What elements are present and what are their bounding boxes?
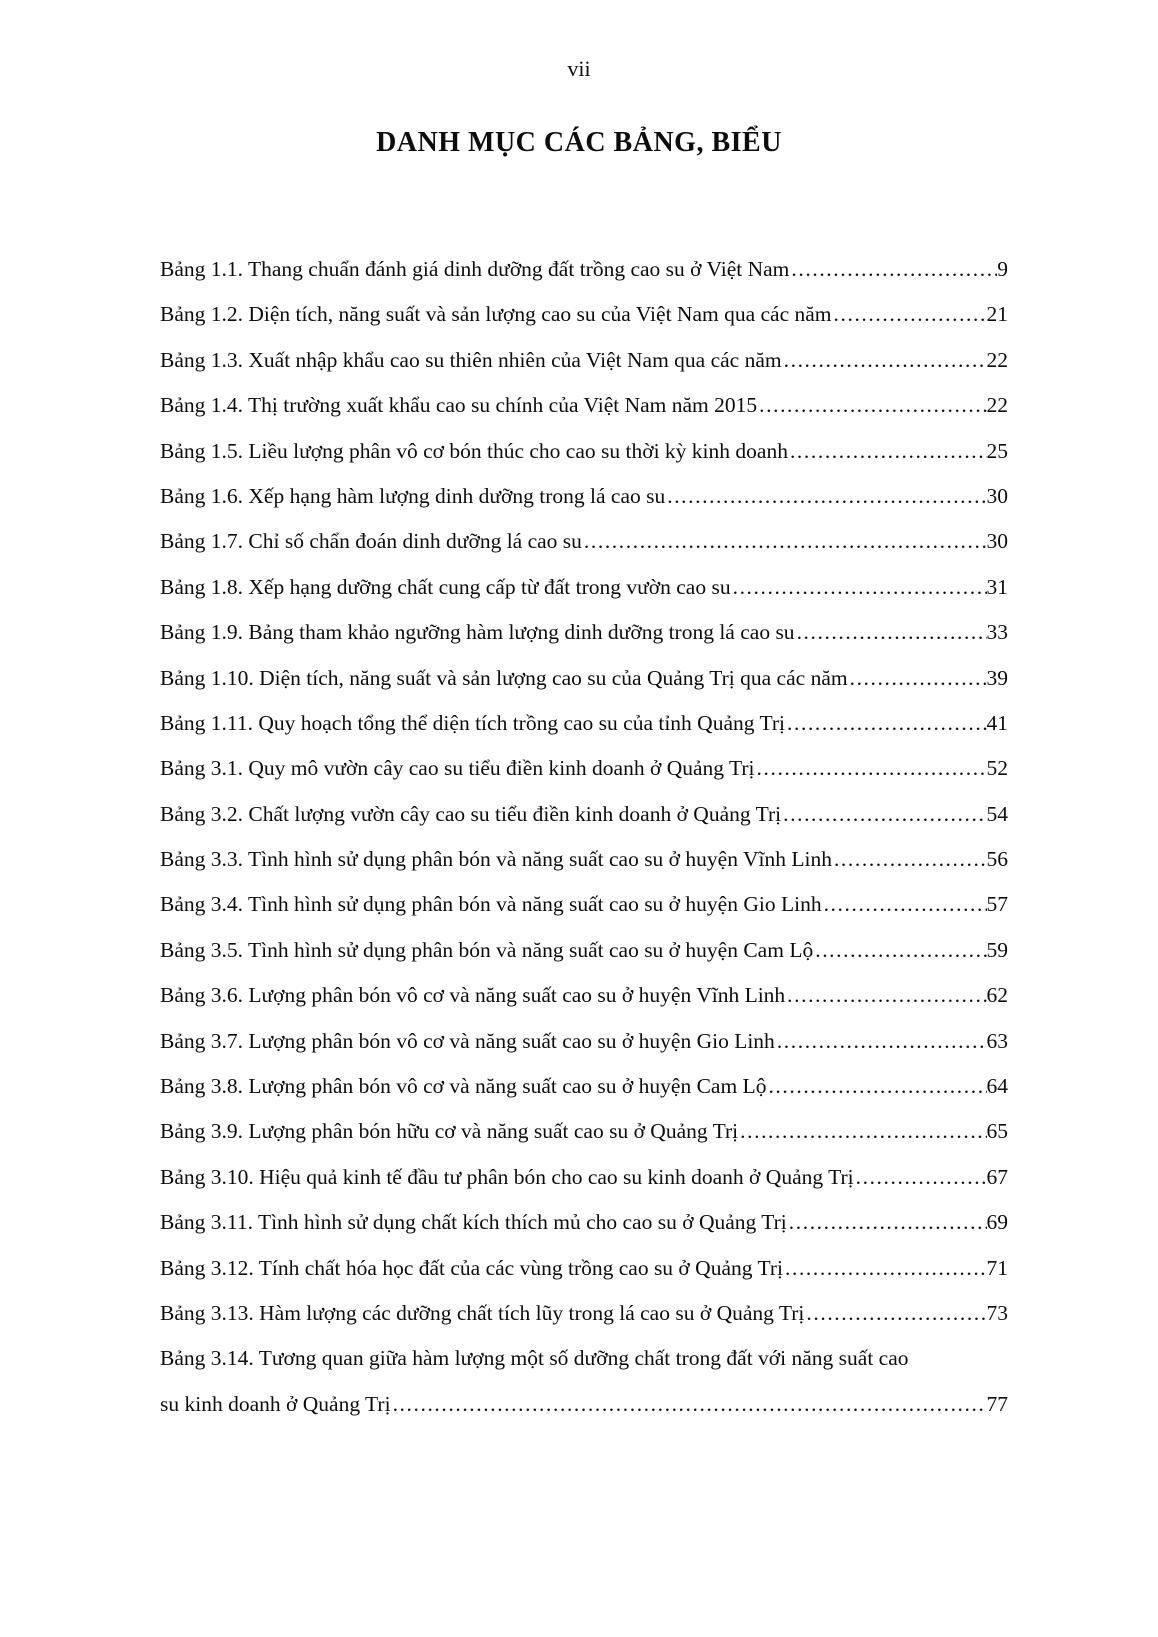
toc-leader-dots xyxy=(733,565,987,610)
page-number-folio: vii xyxy=(567,56,591,81)
toc-entry-page: 52 xyxy=(986,756,1008,781)
toc-leader-dots xyxy=(856,1155,987,1200)
toc-entry xyxy=(160,292,1008,337)
toc-entry-page: 30 xyxy=(986,529,1008,554)
toc-entry-page: 77 xyxy=(986,1391,1008,1416)
toc-entry xyxy=(160,474,1008,519)
toc-leader-dots xyxy=(393,1382,987,1427)
toc-leader-dots xyxy=(667,474,986,519)
toc-entry xyxy=(160,1109,1008,1154)
toc-entry-label: Bảng 1.10. Diện tích, năng suất và sản lượng cao su của Quảng Trị qua các năm xyxy=(160,665,848,690)
toc-entry-page: 21 xyxy=(986,302,1008,327)
toc-entry-page: 62 xyxy=(986,983,1008,1008)
toc-leader-dots xyxy=(784,338,987,383)
toc-entry xyxy=(160,701,1008,746)
toc-entry xyxy=(160,1064,1008,1109)
toc-entry xyxy=(160,1336,1008,1381)
toc-entry xyxy=(160,837,1008,882)
toc-entry-label: Bảng 3.9. Lượng phân bón hữu cơ và năng suất cao su ở Quảng Trị xyxy=(160,1119,739,1144)
toc-entry-page: 71 xyxy=(986,1255,1008,1280)
toc-entry xyxy=(160,247,1008,292)
toc-leader-dots xyxy=(824,882,987,927)
toc-entry-page: 22 xyxy=(986,347,1008,372)
toc-entry-page: 69 xyxy=(986,1210,1008,1235)
toc-entry-label: su kinh doanh ở Quảng Trị xyxy=(160,1391,391,1416)
toc-entry-label: Bảng 3.10. Hiệu quả kinh tế đầu tư phân bón cho cao su kinh doanh ở Quảng Trị xyxy=(160,1164,854,1189)
toc-leader-dots xyxy=(834,837,987,882)
toc-entry-label: Bảng 3.14. Tương quan giữa hàm lượng một số dưỡng chất trong đất với năng suất cao xyxy=(160,1346,909,1371)
toc-leader-dots xyxy=(768,1064,986,1109)
toc-leader-dots xyxy=(785,1246,987,1291)
toc-leader-dots xyxy=(797,610,987,655)
toc-entry-page: 41 xyxy=(986,710,1008,735)
toc-entry-label: Bảng 1.3. Xuất nhập khẩu cao su thiên nhiên của Việt Nam qua các năm xyxy=(160,347,782,372)
toc-entry-page: 65 xyxy=(986,1119,1008,1144)
toc-entry-page: 25 xyxy=(986,438,1008,463)
toc-entry xyxy=(160,565,1008,610)
toc-leader-dots xyxy=(834,292,987,337)
toc-entry-label: Bảng 1.1. Thang chuẩn đánh giá dinh dưỡng đất trồng cao su ở Việt Nam xyxy=(160,257,790,281)
toc-entry xyxy=(160,1246,1008,1291)
toc-entry-page: 9 xyxy=(997,257,1008,281)
toc-entry-label: Bảng 1.11. Quy hoạch tổng thể diện tích trồng cao su của tỉnh Quảng Trị xyxy=(160,710,786,735)
toc-leader-dots xyxy=(759,383,986,428)
toc-entry-page: 67 xyxy=(986,1164,1008,1189)
toc-entry-page: 64 xyxy=(986,1074,1008,1099)
toc-entry-page: 22 xyxy=(986,393,1008,418)
table-of-contents-list xyxy=(160,247,1008,1427)
toc-entry xyxy=(160,973,1008,1018)
toc-leader-dots xyxy=(850,656,987,701)
toc-entry-label: Bảng 1.9. Bảng tham khảo ngưỡng hàm lượng dinh dưỡng trong lá cao su xyxy=(160,620,795,645)
toc-entry xyxy=(160,610,1008,655)
toc-entry-label: Bảng 3.5. Tình hình sử dụng phân bón và năng suất cao su ở huyện Cam Lộ xyxy=(160,937,814,962)
toc-entry-page: 39 xyxy=(986,665,1008,690)
toc-entry-label: Bảng 3.13. Hàm lượng các dưỡng chất tích lũy trong lá cao su ở Quảng Trị xyxy=(160,1300,805,1325)
toc-leader-dots xyxy=(791,247,997,292)
toc-leader-dots xyxy=(584,519,987,564)
toc-entry-label: Bảng 3.2. Chất lượng vườn cây cao su tiểu điền kinh doanh ở Quảng Trị xyxy=(160,801,782,826)
toc-entry-label: Bảng 1.7. Chỉ số chẩn đoán dinh dưỡng lá cao su xyxy=(160,529,582,554)
toc-leader-dots xyxy=(783,792,986,837)
toc-entry xyxy=(160,383,1008,428)
toc-leader-dots xyxy=(790,429,987,474)
toc-entry-label: Bảng 1.2. Diện tích, năng suất và sản lượng cao su của Việt Nam qua các năm xyxy=(160,302,832,327)
toc-entry-continuation xyxy=(160,1382,1008,1427)
toc-entry-label: Bảng 3.11. Tình hình sử dụng chất kích thích mủ cho cao su ở Quảng Trị xyxy=(160,1210,787,1235)
toc-entry-label: Bảng 1.5. Liều lượng phân vô cơ bón thúc cho cao su thời kỳ kinh doanh xyxy=(160,438,788,463)
toc-entry-page: 57 xyxy=(986,892,1008,917)
toc-entry-label: Bảng 3.1. Quy mô vườn cây cao su tiểu điền kinh doanh ở Quảng Trị xyxy=(160,756,755,781)
toc-entry-page: 33 xyxy=(986,620,1008,645)
toc-entry xyxy=(160,1155,1008,1200)
toc-entry xyxy=(160,429,1008,474)
toc-entry-page: 31 xyxy=(986,574,1008,599)
toc-entry xyxy=(160,1019,1008,1064)
toc-entry-page: 30 xyxy=(986,483,1008,508)
toc-entry-label: Bảng 3.12. Tính chất hóa học đất của các vùng trồng cao su ở Quảng Trị xyxy=(160,1255,783,1280)
toc-entry xyxy=(160,792,1008,837)
toc-entry-label: Bảng 3.7. Lượng phân bón vô cơ và năng suất cao su ở huyện Gio Linh xyxy=(160,1028,775,1053)
toc-leader-dots xyxy=(806,1291,986,1336)
toc-leader-dots xyxy=(787,701,986,746)
toc-entry-page: 54 xyxy=(986,801,1008,826)
toc-entry-page: 59 xyxy=(986,937,1008,962)
toc-entry xyxy=(160,1200,1008,1245)
toc-entry-label: Bảng 3.3. Tình hình sử dụng phân bón và năng suất cao su ở huyện Vĩnh Linh xyxy=(160,847,832,872)
toc-entry xyxy=(160,656,1008,701)
toc-leader-dots xyxy=(789,1200,987,1245)
toc-entry-page: 56 xyxy=(986,847,1008,872)
toc-leader-dots xyxy=(757,746,987,791)
toc-entry-page: 63 xyxy=(986,1028,1008,1053)
toc-entry-label: Bảng 3.4. Tình hình sử dụng phân bón và năng suất cao su ở huyện Gio Linh xyxy=(160,892,822,917)
toc-entry xyxy=(160,519,1008,564)
toc-entry-label: Bảng 1.4. Thị trường xuất khẩu cao su chính của Việt Nam năm 2015 xyxy=(160,393,758,418)
toc-entry-label: Bảng 3.8. Lượng phân bón vô cơ và năng suất cao su ở huyện Cam Lộ xyxy=(160,1074,767,1099)
toc-entry xyxy=(160,882,1008,927)
toc-entry xyxy=(160,338,1008,383)
toc-entry-label: Bảng 1.8. Xếp hạng dưỡng chất cung cấp từ đất trong vườn cao su xyxy=(160,574,731,599)
toc-entry xyxy=(160,928,1008,973)
toc-leader-dots xyxy=(815,928,986,973)
toc-entry-label: Bảng 1.6. Xếp hạng hàm lượng dinh dưỡng trong lá cao su xyxy=(160,483,666,508)
toc-leader-dots xyxy=(777,1019,987,1064)
toc-entry-label: Bảng 3.6. Lượng phân bón vô cơ và năng suất cao su ở huyện Vĩnh Linh xyxy=(160,983,786,1008)
toc-leader-dots xyxy=(740,1109,986,1154)
toc-leader-dots xyxy=(787,973,986,1018)
toc-entry xyxy=(160,1291,1008,1336)
page-title: DANH MỤC CÁC BẢNG, BIỂU xyxy=(376,127,782,158)
toc-entry-page: 73 xyxy=(986,1300,1008,1325)
toc-entry xyxy=(160,746,1008,791)
